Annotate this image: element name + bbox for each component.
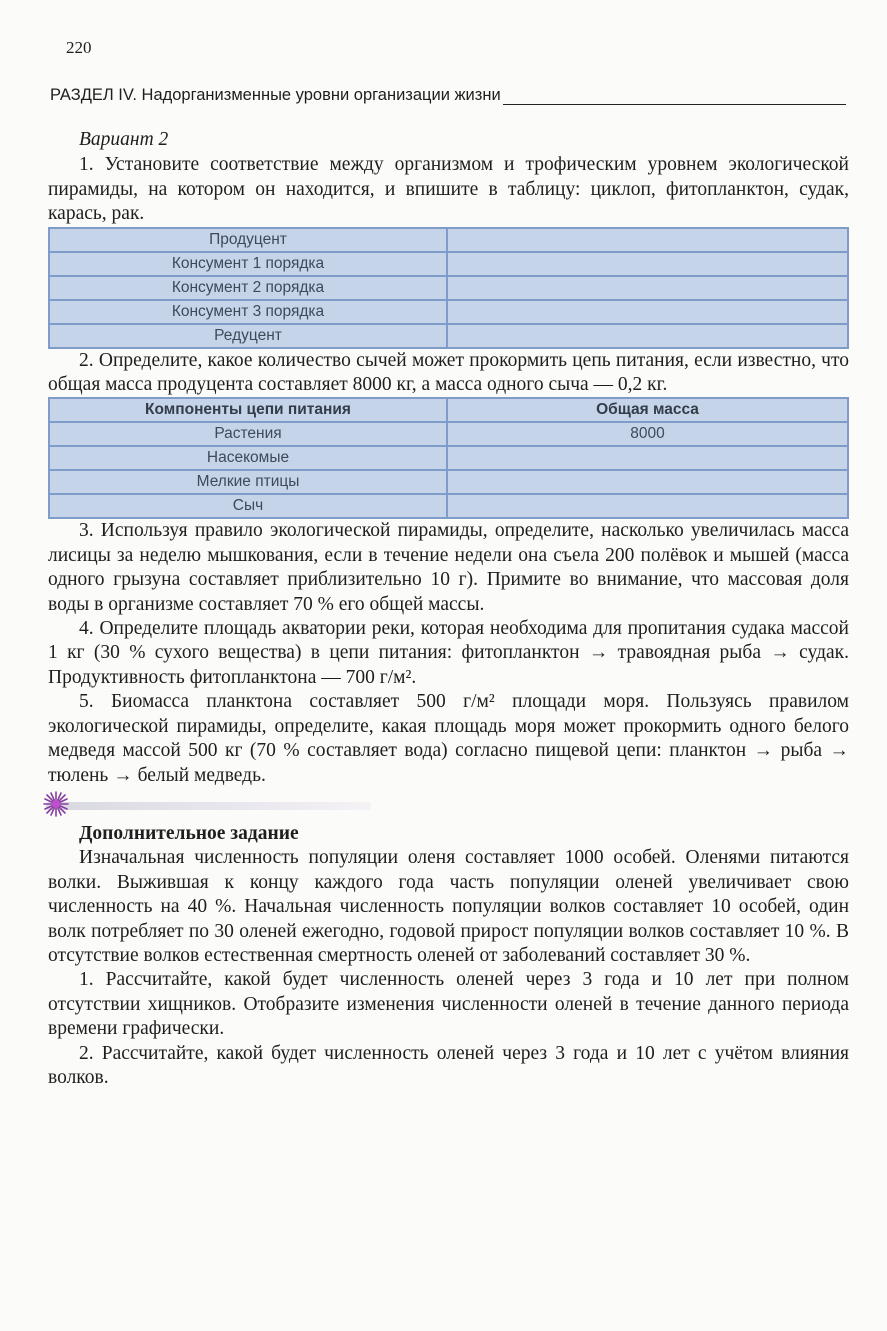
- table-header-row: [49, 398, 848, 422]
- column-header: Компоненты цепи питания: [49, 398, 447, 422]
- row-value: [447, 470, 848, 494]
- row-label: Продуцент: [49, 228, 447, 252]
- task-3-text: 3. Используя правило экологической пирамиды, определите, насколько увеличилась масса лисицы за неделю мышкования, если в течение недели она съела 200 полёвок и мышей (масса одного грызуна составляет приблизительно 10 г). Примите во внимание, что массовая доля воды в организме составляет 70 % его общей массы.: [48, 520, 849, 615]
- section-divider: [42, 790, 377, 818]
- trophic-levels-table: [48, 227, 849, 349]
- header-rule: [503, 90, 846, 105]
- variant-title: Вариант 2: [79, 129, 169, 150]
- row-value: [447, 300, 848, 324]
- column-header: Общая масса: [447, 398, 848, 422]
- row-label: Консумент 2 порядка: [49, 276, 447, 300]
- table-row: [49, 252, 848, 276]
- table-row: [49, 324, 848, 348]
- task-4-text: 4. Определите площадь акватории реки, которая необходима для пропитания судака массой 1 кг (30 % сухого вещества) в цепи питания: фитопланктон → травоядная рыба → судак. Продуктивность фитопланктона — 700 г/м².: [48, 618, 849, 688]
- table-row: [49, 422, 848, 446]
- food-chain-table: [48, 397, 849, 519]
- table-row: [49, 494, 848, 518]
- task-2-text: 2. Определите, какое количество сычей может прокормить цепь питания, если известно, что общая масса продуцента составляет 8000 кг, а масса одного сыча — 0,2 кг.: [48, 349, 849, 396]
- extra-task-item-1: 1. Рассчитайте, какой будет численность оленей через 3 года и 10 лет при полном отсутствии хищников. Отобразите изменения численности оленей в течение данного периода времени графически.: [48, 969, 849, 1040]
- table-row: [49, 446, 848, 470]
- table-row: [49, 300, 848, 324]
- section-header: [50, 86, 846, 105]
- task-5-text: 5. Биомасса планктона составляет 500 г/м² площади моря. Пользуясь правилом экологической пирамиды, определите, какая площадь моря может прокормить одного белого медведя массой 500 кг (70 % составляет вода) согласно пищевой цепи: планктон → рыба → тюлень → белый медведь.: [48, 691, 849, 786]
- row-label: Мелкие птицы: [49, 470, 447, 494]
- row-value: [447, 494, 848, 518]
- page-number: 220: [66, 38, 92, 57]
- table-row: [49, 470, 848, 494]
- starburst-icon: [42, 790, 70, 818]
- row-value: 8000: [447, 422, 848, 446]
- row-label: Насекомые: [49, 446, 447, 470]
- row-value: [447, 324, 848, 348]
- extra-task-intro: Изначальная численность популяции оленя составляет 1000 особей. Оленями питаются волки. Выжившая к концу каждого года часть популяции оленей увеличивает свою численность на 40 %. Начальная численность популяции волков составляет 10 особей, один волк потребляет по 30 оленей ежегодно, годовой прирост популяции волков составляет 10 %. В отсутствие волков естественная смертность оленей от заболеваний составляет 30 %.: [48, 847, 849, 966]
- extra-task-item-2: 2. Рассчитайте, какой будет численность оленей через 3 года и 10 лет с учётом влияния волков.: [48, 1042, 849, 1088]
- table-row: [49, 228, 848, 252]
- page-content: [48, 128, 849, 1090]
- extra-task-title: Дополнительное задание: [79, 822, 299, 844]
- row-value: [447, 228, 848, 252]
- row-label: Растения: [49, 422, 447, 446]
- row-label: Консумент 1 порядка: [49, 252, 447, 276]
- task-1-text: 1. Установите соответствие между организмом и трофическим уровнем экологической пирамиды, на котором он находится, и впишите в таблицу: циклоп, фитопланктон, судак, карась, рак.: [48, 154, 849, 225]
- row-value: [447, 276, 848, 300]
- row-label: Сыч: [49, 494, 447, 518]
- row-value: [447, 446, 848, 470]
- row-value: [447, 252, 848, 276]
- table-row: [49, 276, 848, 300]
- section-title: РАЗДЕЛ IV. Надорганизменные уровни организации жизни: [50, 86, 501, 104]
- row-label: Консумент 3 порядка: [49, 300, 447, 324]
- divider-bar: [46, 802, 371, 810]
- row-label: Редуцент: [49, 324, 447, 348]
